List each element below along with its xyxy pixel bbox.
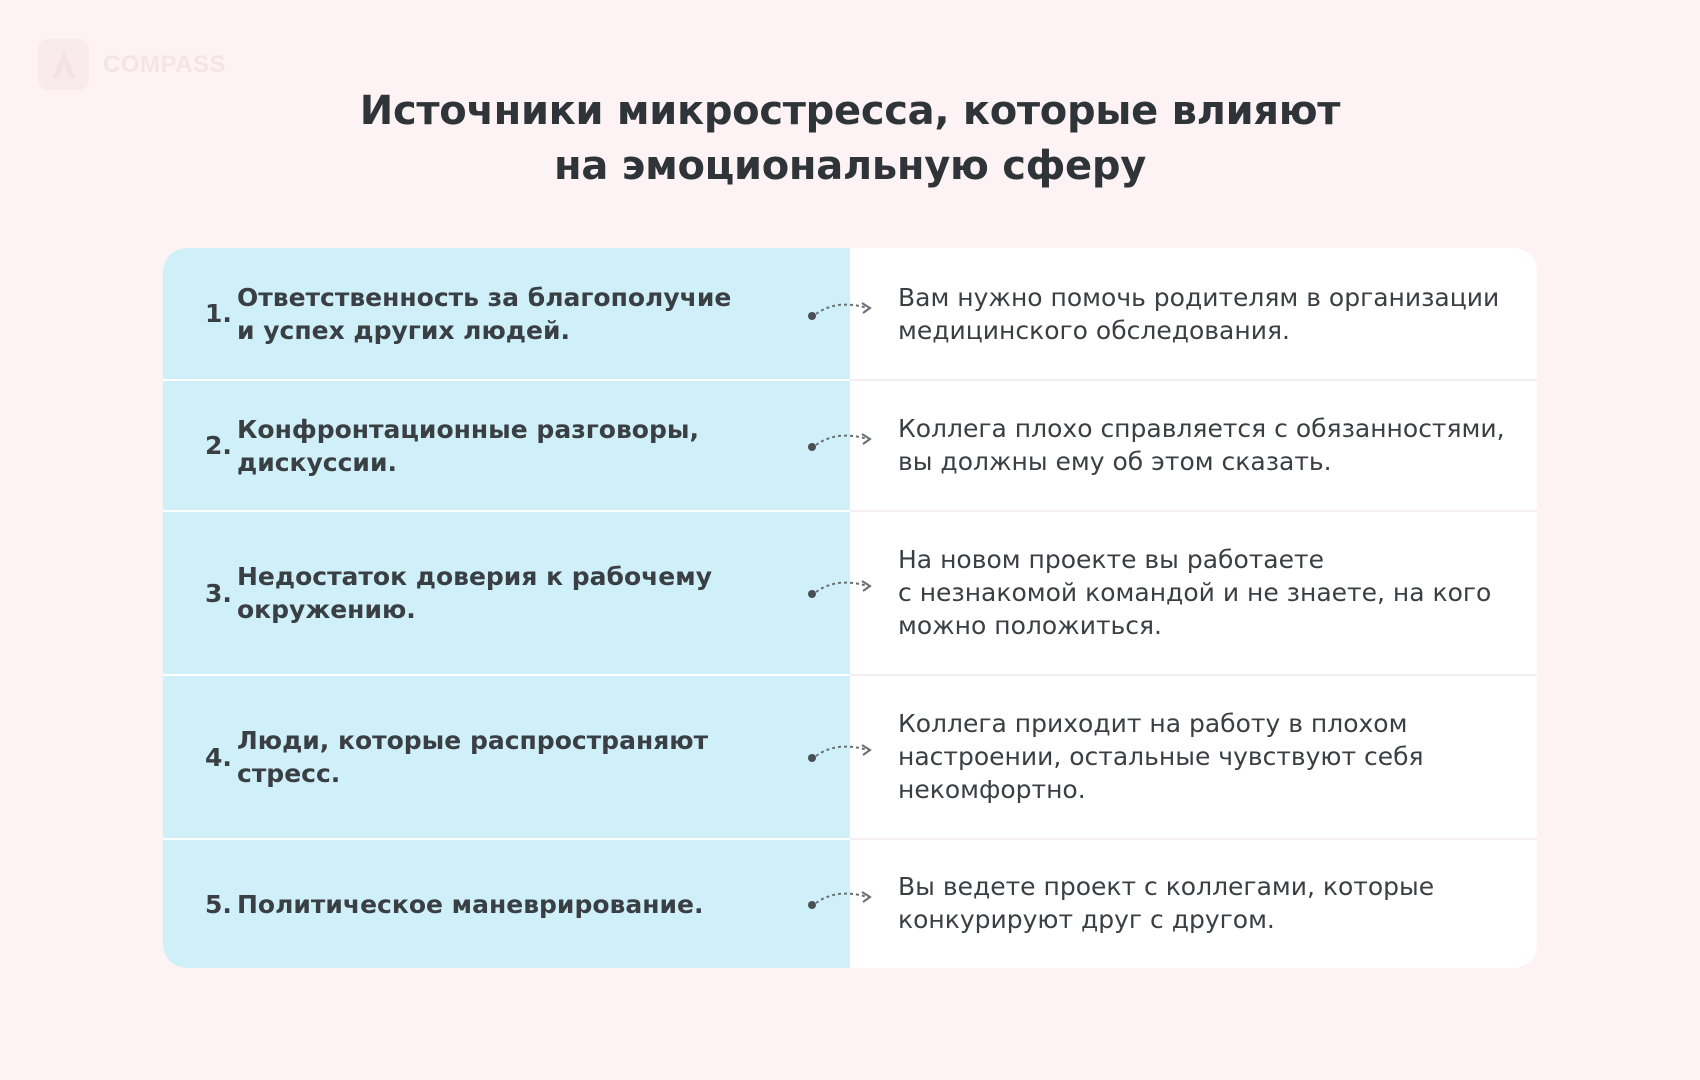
table-row [163,838,1537,968]
source-text: Конфронтационные разговоры, дискуссии. [237,414,699,477]
row-number: 3. [205,578,232,608]
source-cell [163,248,850,379]
dotted-arrow-icon [808,740,876,768]
source-cell [163,838,850,968]
dotted-arrow-icon [808,429,876,457]
row-number: 1. [205,299,232,328]
stress-sources-table [163,248,1537,968]
dotted-arrow-icon [808,298,876,326]
source-text: Ответственность за благополучие и успех других людей. [237,282,732,345]
table-row [163,248,1537,379]
source-text: Недостаток доверия к рабочему окружению. [237,562,712,624]
table-row [163,379,1537,510]
table-row [163,674,1537,838]
table-row [163,510,1537,674]
dotted-arrow-icon [808,576,876,604]
example-text: Коллега плохо справляется с обязанностями, вы должны ему об этом сказать. [898,413,1505,476]
source-text: Люди, которые распространяют стресс. [237,726,709,788]
page-title-line-2: на эмоциональную сферу [554,143,1146,189]
brand-name: COMPASS [103,50,227,78]
page-title [0,84,1700,194]
source-cell [163,510,850,674]
row-number: 4. [205,742,232,772]
row-number: 5. [205,889,232,919]
source-cell [163,674,850,838]
source-cell [163,379,850,510]
example-text: Вам нужно помочь родителям в организации медицинского обследования. [898,282,1500,345]
brand-logo [38,39,226,90]
row-number: 2. [205,431,232,460]
source-text: Политическое маневрирование. [237,889,704,919]
page-title-line-1: Источники микрострессa, которые влияют [359,88,1341,134]
dotted-arrow-icon [808,887,876,915]
example-text: Вы ведете проект с коллегами, которые конкурируют друг с другом. [898,872,1435,934]
compass-a-icon [38,39,89,90]
example-text: Коллега приходит на работу в плохом настроении, остальные чувствуют себя некомфортно. [898,708,1424,804]
example-text: На новом проекте вы работаете с незнакомой командой и не знаете, на кого можно положиться. [898,544,1492,640]
